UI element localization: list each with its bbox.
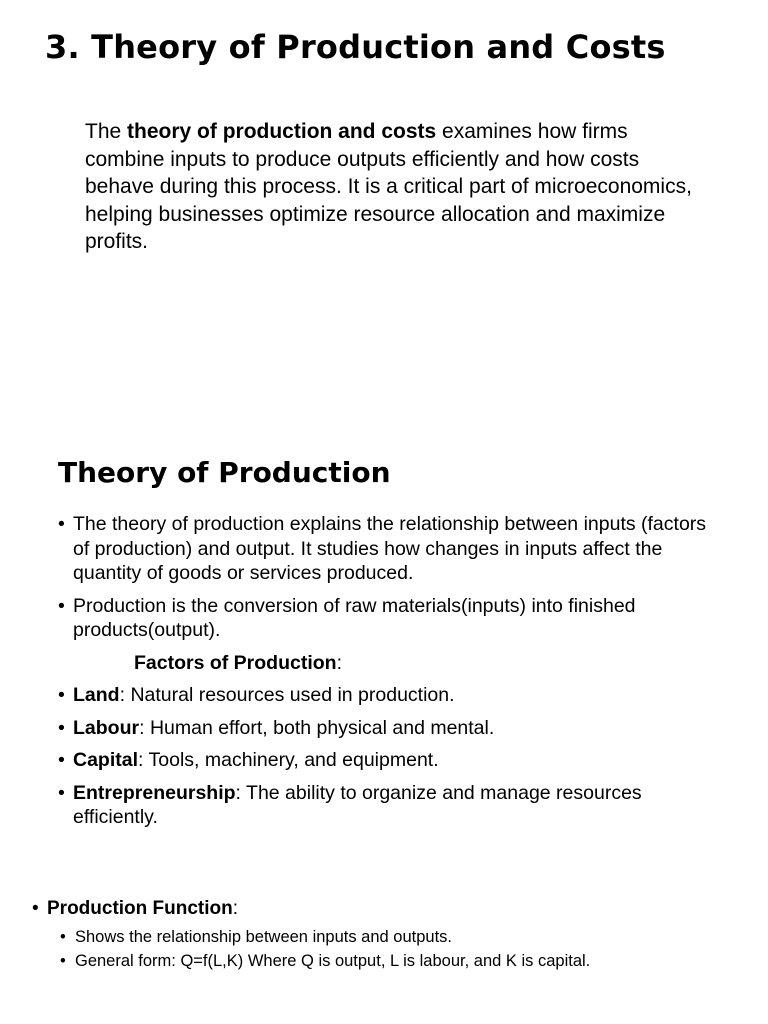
factor-name: Land xyxy=(73,684,120,706)
production-point-1: The theory of production explains the relationship between inputs (factors of production) and output. It studies how changes in inputs affect the quantity of goods or services produced. xyxy=(73,513,707,584)
list-item xyxy=(58,512,708,586)
factor-item-capital xyxy=(58,748,708,773)
factor-desc: Natural resources used in production. xyxy=(130,684,455,706)
list-item xyxy=(58,594,708,643)
production-function-sublist xyxy=(60,925,760,973)
factor-desc: Human effort, both physical and mental. xyxy=(149,716,495,739)
page-title: 3. Theory of Production and Costs xyxy=(45,28,666,66)
production-function-label: Production Function xyxy=(47,898,233,919)
factors-heading-colon: : xyxy=(336,651,343,674)
factor-desc: Tools, machinery, and equipment. xyxy=(148,749,439,771)
production-function-item-1: Shows the relationship between inputs and outputs. xyxy=(75,928,453,946)
intro-prefix: The xyxy=(85,120,128,143)
intro-suffix: examines how firms combine inputs to produce outputs efficiently and how costs behave during this process. It is a critical part of microeconomics, helping businesses optimize resource allocation and maximize profits. xyxy=(85,120,692,253)
production-point-2: Production is the conversion of raw materials(inputs) into finished products(output). xyxy=(73,594,636,641)
factor-item-land xyxy=(58,683,708,708)
production-function-item-2: General form: Q=f(L,K) Where Q is output, L is labour, and K is capital. xyxy=(75,952,591,970)
factors-heading xyxy=(58,651,708,676)
factor-sep: : xyxy=(139,716,150,739)
production-function-heading xyxy=(32,897,752,921)
factor-item-labour xyxy=(58,716,708,741)
factors-heading-label: Factors of Production xyxy=(134,651,337,674)
production-function-list xyxy=(32,897,752,921)
factor-name: Entrepreneurship xyxy=(73,781,236,804)
factor-item-entrepreneurship xyxy=(58,781,708,830)
section-heading-production: Theory of Production xyxy=(58,456,391,489)
list-item xyxy=(60,925,760,949)
factor-sep: : xyxy=(119,684,131,706)
factor-name: Labour xyxy=(73,716,140,739)
factor-name: Capital xyxy=(73,749,139,771)
factor-desc: The ability to organize and manage resources efficiently. xyxy=(73,781,642,828)
production-bullet-list xyxy=(58,512,708,838)
production-function-colon: : xyxy=(232,898,239,919)
intro-paragraph xyxy=(85,118,705,256)
factor-sep: : xyxy=(138,749,149,771)
factor-sep: : xyxy=(235,781,247,804)
list-item xyxy=(60,949,760,973)
intro-emphasis: theory of production and costs xyxy=(127,120,437,143)
